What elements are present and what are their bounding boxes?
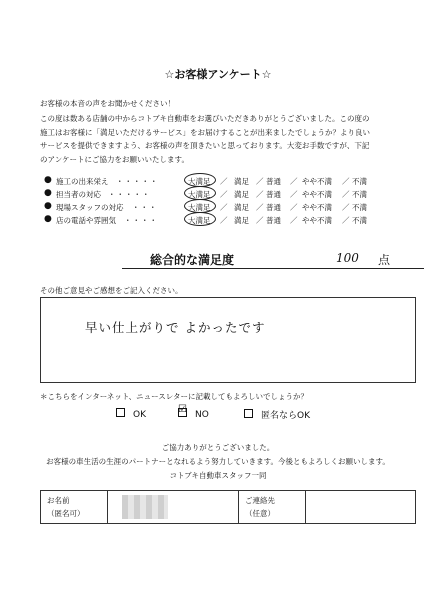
rating-option[interactable]: やや不満	[302, 216, 332, 225]
rating-separator: ／	[290, 203, 298, 212]
checkbox-icon[interactable]	[244, 409, 253, 418]
option-anonymous-ok[interactable]	[244, 408, 310, 421]
contact-label-cell	[239, 491, 306, 524]
rating-separator: ／	[220, 203, 228, 212]
rating-option[interactable]: 満足	[234, 177, 249, 186]
option-no-label: NO	[195, 410, 209, 420]
rating-option[interactable]: 普通	[266, 177, 281, 186]
bullet-icon: ●	[44, 175, 52, 185]
name-label: お名前	[47, 496, 70, 505]
rating-option[interactable]: 不満	[352, 190, 367, 199]
mission-text: お客様の車生活の生涯のパートナーとなれるよう努力していきます。今後ともよろしくお願いします。	[46, 457, 390, 466]
rating-separator: ／	[220, 190, 228, 199]
other-comments-label: その他ご意見やご感想をご記入ください。	[40, 286, 183, 295]
rating-option[interactable]: 大満足	[188, 216, 211, 225]
checkbox-icon[interactable]	[178, 404, 187, 417]
contact-label-note: （任意）	[245, 509, 275, 518]
overall-underline	[122, 268, 424, 269]
rating-separator: ／	[256, 216, 264, 225]
selected-circle-icon	[184, 199, 216, 213]
intro-line: サービスを提供できますよう、お客様の声を頂きたいと思っております。大変お手数ですが、下記	[40, 141, 370, 150]
rating-row-leader-dots: ・・・	[132, 203, 158, 212]
handwritten-comment: 早い仕上がりで よかったです	[85, 320, 266, 335]
rating-separator: ／	[220, 177, 228, 186]
contact-info-table	[40, 490, 416, 524]
bullet-icon: ●	[44, 188, 52, 198]
rating-row-label: 現場スタッフの対応	[56, 203, 124, 212]
option-no[interactable]	[178, 404, 209, 420]
rating-option[interactable]: 不満	[352, 177, 367, 186]
intro-line: のアンケートにご協力をお願いいたします。	[40, 154, 189, 164]
rating-option[interactable]: 大満足	[188, 190, 211, 199]
rating-separator: ／	[290, 216, 298, 225]
rating-option[interactable]: やや不満	[302, 177, 332, 186]
staff-signature: コトブキ自動車スタッフ一同	[169, 471, 267, 480]
contact-label: ご連絡先	[245, 496, 275, 505]
rating-row-leader-dots: ・・・・	[124, 216, 158, 225]
thanks-text: ご協力ありがとうございました。	[161, 443, 275, 452]
rating-option[interactable]: やや不満	[302, 190, 332, 199]
rating-row-label: 店の電話や雰囲気	[56, 216, 116, 225]
rating-row-label: 施工の出来栄え	[56, 177, 109, 186]
rating-row	[44, 176, 404, 189]
rating-option[interactable]: 満足	[234, 190, 249, 199]
rating-option[interactable]: 普通	[266, 203, 281, 212]
rating-option[interactable]: 満足	[234, 216, 249, 225]
checkmark-icon: ☑	[178, 404, 187, 415]
rating-option[interactable]: 満足	[234, 203, 249, 212]
overall-satisfaction-label: 総合的な満足度	[150, 253, 235, 267]
rating-row-leader-dots: ・・・・・	[108, 190, 151, 199]
option-anonymous-label: 匿名ならOK	[261, 411, 310, 421]
name-label-note: （匿名可）	[47, 509, 85, 518]
publish-permission-question: ＊こちらをインターネット、ニュースレターに記載してもよろしいでしょうか？	[40, 392, 308, 401]
greeting-text: お客様の本音の声をお聞かせください！	[40, 99, 175, 108]
option-ok-label: OK	[133, 410, 146, 420]
bullet-icon: ●	[44, 214, 52, 224]
overall-satisfaction-unit: 点	[378, 253, 391, 267]
rating-option[interactable]: 大満足	[188, 203, 211, 212]
overall-satisfaction-score[interactable]: 100	[336, 251, 359, 265]
rating-separator: ／	[342, 190, 350, 199]
rating-separator: ／	[342, 177, 350, 186]
intro-line: 施工はお客様に「満足いただけるサービス」をお届けすることが出来ましたでしょうか？より良い	[40, 127, 370, 137]
rating-option[interactable]: 普通	[266, 190, 281, 199]
rating-option[interactable]: 不満	[352, 203, 367, 212]
selected-circle-icon	[184, 212, 216, 226]
rating-option[interactable]: 普通	[266, 216, 281, 225]
option-ok[interactable]	[116, 408, 146, 420]
rating-option[interactable]: 大満足	[188, 177, 211, 186]
rating-separator: ／	[290, 190, 298, 199]
rating-option[interactable]: やや不満	[302, 203, 332, 212]
rating-separator: ／	[220, 216, 228, 225]
redacted-name	[122, 495, 168, 519]
rating-option[interactable]: 不満	[352, 216, 367, 225]
rating-row-label: 担当者の対応	[56, 190, 101, 199]
name-label-cell	[41, 491, 108, 524]
rating-separator: ／	[342, 203, 350, 212]
contact-field[interactable]	[306, 491, 416, 524]
rating-row-leader-dots: ・・・・・	[116, 177, 159, 186]
rating-separator: ／	[256, 203, 264, 212]
survey-title: ☆お客様アンケート☆	[164, 68, 272, 81]
comment-box[interactable]	[40, 297, 416, 383]
selected-circle-icon	[184, 173, 216, 187]
intro-paragraph	[40, 112, 410, 166]
rating-separator: ／	[290, 177, 298, 186]
intro-line: この度は数ある店舗の中からコトブキ自動車をお選びいただきありがとうございました。この度の	[40, 114, 370, 123]
selected-circle-icon	[184, 186, 216, 200]
name-field[interactable]	[108, 491, 239, 524]
rating-separator: ／	[256, 190, 264, 199]
checkbox-icon[interactable]	[116, 408, 125, 417]
rating-row	[44, 189, 404, 202]
rating-row	[44, 215, 404, 228]
bullet-icon: ●	[44, 201, 52, 211]
rating-separator: ／	[342, 216, 350, 225]
rating-separator: ／	[256, 177, 264, 186]
rating-row	[44, 202, 404, 215]
